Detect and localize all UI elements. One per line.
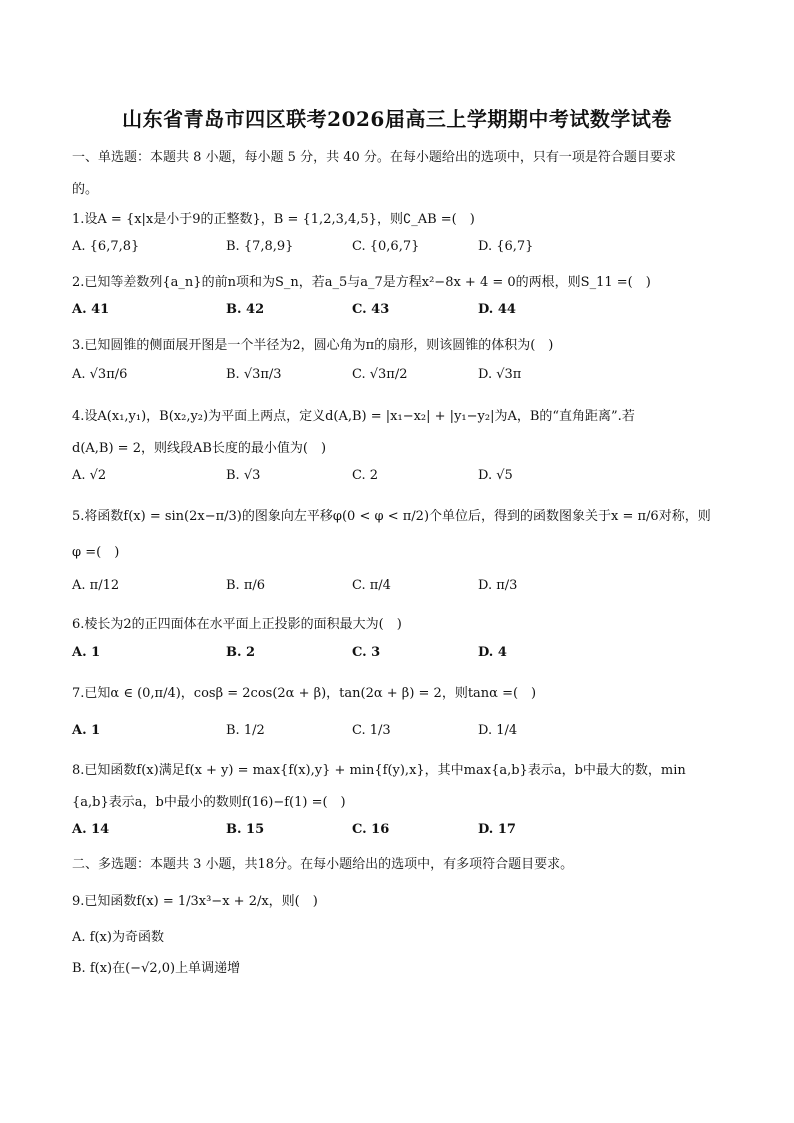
q2-option-d: D. 44 xyxy=(478,302,516,317)
question-4-line-1: 4.设A(x₁,y₁)，B(x₂,y₂)为平面上两点，定义d(A,B) = |x₁−x₂| + |y₁−y₂|为A，B的“直角距离”.若 xyxy=(72,409,635,424)
q7-option-b: B. 1/2 xyxy=(226,723,265,738)
q1-option-d: D. {6,7} xyxy=(478,239,534,254)
section-1-heading: 一、单选题：本题共 8 小题，每小题 5 分，共 40 分。在每小题给出的选项中，只有一项是符合题目要求 xyxy=(72,150,676,165)
question-5-line-1: 5.将函数f(x) = sin(2x−π/3)的图象向左平移φ(0 < φ < π/2)个单位后，得到的函数图象关于x = π/6对称，则 xyxy=(72,509,711,524)
question-7: 7.已知α ∈ (0,π/4)，cosβ = 2cos(2α + β)，tan(2α + β) = 2，则tanα =( ) xyxy=(72,686,537,701)
q4-option-c: C. 2 xyxy=(352,468,379,483)
q5-option-b: B. π/6 xyxy=(226,578,266,593)
q8-option-a: A. 14 xyxy=(72,822,110,837)
q9-option-a: A. f(x)为奇函数 xyxy=(72,930,164,945)
question-9: 9.已知函数f(x) = 1/3x³−x + 2/x，则( ) xyxy=(72,894,318,909)
q3-option-d: D. √3π xyxy=(478,367,522,382)
question-8-line-2: {a,b}表示a，b中最小的数则f(16)−f(1) =( ) xyxy=(72,795,346,810)
q3-option-c: C. √3π/2 xyxy=(352,367,408,382)
q8-option-c: C. 16 xyxy=(352,822,390,837)
q7-option-a: A. 1 xyxy=(72,723,101,738)
q7-option-d: D. 1/4 xyxy=(478,723,518,738)
q8-option-b: B. 15 xyxy=(226,822,265,837)
question-5-line-2: φ =( ) xyxy=(72,545,120,560)
q3-option-a: A. √3π/6 xyxy=(72,367,128,382)
q2-option-a: A. 41 xyxy=(72,302,110,317)
q7-option-c: C. 1/3 xyxy=(352,723,391,738)
section-2-heading: 二、多选题：本题共 3 小题，共18分。在每小题给出的选项中，有多项符合题目要求。 xyxy=(72,857,574,872)
q2-option-c: C. 43 xyxy=(352,302,390,317)
question-1: 1.设A = {x|x是小于9的正整数}，B = {1,2,3,4,5}，则∁_AB =( ) xyxy=(72,212,475,227)
q6-option-d: D. 4 xyxy=(478,645,507,660)
question-6: 6.棱长为2的正四面体在水平面上正投影的面积最大为( ) xyxy=(72,617,402,632)
q1-option-b: B. {7,8,9} xyxy=(226,239,294,254)
q5-option-d: D. π/3 xyxy=(478,578,518,593)
question-4-line-2: d(A,B) = 2，则线段AB长度的最小值为( ) xyxy=(72,441,327,456)
q4-option-b: B. √3 xyxy=(226,468,261,483)
q6-option-c: C. 3 xyxy=(352,645,381,660)
q4-option-a: A. √2 xyxy=(72,468,107,483)
q1-option-a: A. {6,7,8} xyxy=(72,239,140,254)
question-8-line-1: 8.已知函数f(x)满足f(x + y) = max{f(x),y} + min{f(y),x}，其中max{a,b}表示a，b中最大的数，min xyxy=(72,763,686,778)
section-1-heading-cont: 的。 xyxy=(72,182,99,197)
q4-option-d: D. √5 xyxy=(478,468,513,483)
q8-option-d: D. 17 xyxy=(478,822,516,837)
q6-option-b: B. 2 xyxy=(226,645,256,660)
q9-option-b: B. f(x)在(−√2,0)上单调递增 xyxy=(72,961,241,976)
question-3: 3.已知圆锥的侧面展开图是一个半径为2，圆心角为π的扇形，则该圆锥的体积为( ) xyxy=(72,338,554,353)
q6-option-a: A. 1 xyxy=(72,645,101,660)
q5-option-a: A. π/12 xyxy=(72,578,120,593)
q3-option-b: B. √3π/3 xyxy=(226,367,282,382)
question-2: 2.已知等差数列{a_n}的前n项和为S_n，若a_5与a_7是方程x²−8x + 4 = 0的两根，则S_11 =( ) xyxy=(72,275,651,290)
q1-option-c: C. {0,6,7} xyxy=(352,239,420,254)
q2-option-b: B. 42 xyxy=(226,302,265,317)
q5-option-c: C. π/4 xyxy=(352,578,391,593)
page-title: 山东省青岛市四区联考2026届高三上学期期中考试数学试卷 xyxy=(122,107,672,131)
